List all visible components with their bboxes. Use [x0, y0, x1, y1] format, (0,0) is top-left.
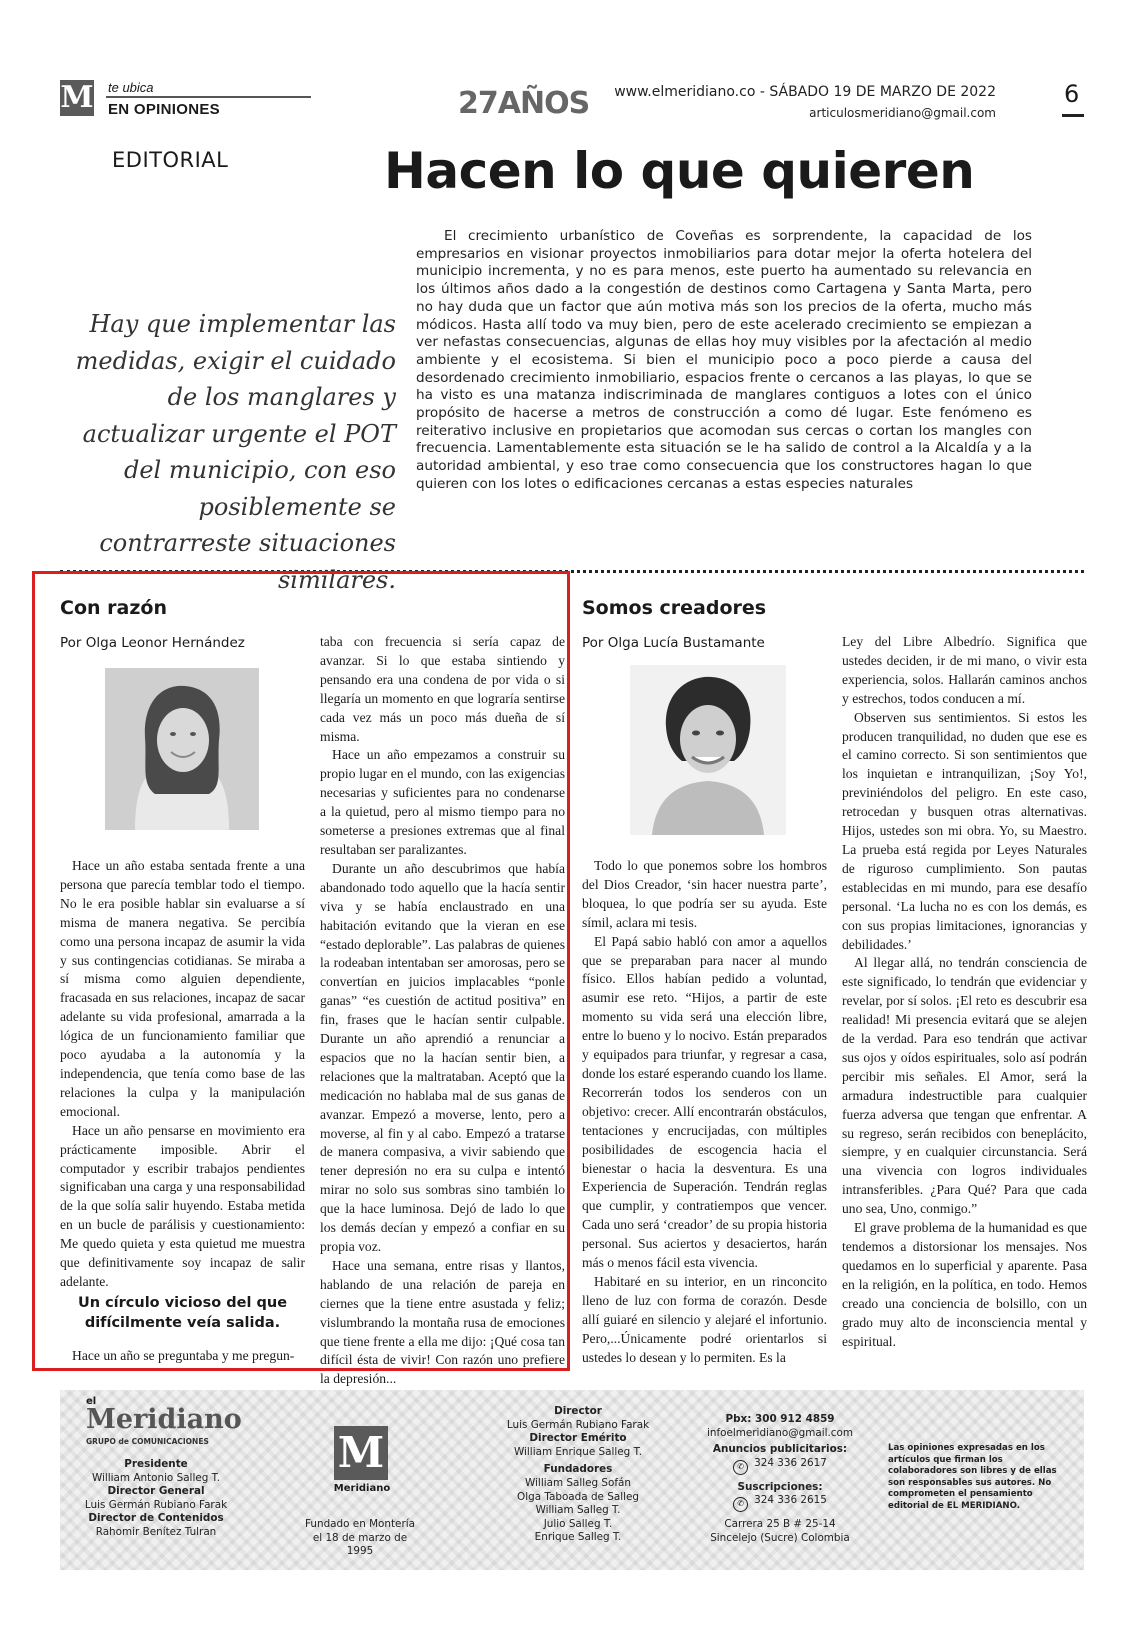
author-portrait-image	[630, 665, 786, 835]
staff-name: William Enrique Salleg T.	[513, 1445, 642, 1458]
whatsapp-icon: ✆	[733, 1460, 748, 1475]
staff-role: Director Emérito	[529, 1432, 627, 1445]
ads-label: Anuncios publicitarios:	[712, 1443, 848, 1456]
footer-brand-group: GRUPO de COMUNICACIONES	[86, 1437, 209, 1446]
article-byline: Por Olga Lucía Bustamante	[582, 635, 765, 651]
city: Sincelejo (Sucre) Colombia	[710, 1531, 850, 1544]
contact-info	[690, 1413, 870, 1546]
article-column	[320, 633, 565, 1389]
staff-name: Rahomir Benítez Tulran	[95, 1525, 217, 1538]
paragraph: Hace un año se preguntaba y me pregun-	[72, 1348, 295, 1363]
article-column	[842, 633, 1087, 1351]
staff-role: Director de Contenidos	[88, 1512, 224, 1525]
ads-phone: 324 336 2617	[754, 1456, 827, 1469]
editorial-body: El crecimiento urbanístico de Coveñas es sorprendente, la capacidad de los empresarios en visionar proyectos inmobiliarios para dotar mejor la oferta hotelera del municipio incrementa, y no es para menos, este puerto ha aumentado su relevancia en los últimos años dado a la congestión de destinos como Cartagena y Santa Marta, pero no hay duda que un factor que aún motiva más son los precios de la oferta, mucho más módicos. Hasta allí todo va muy bien, pero de este acelerado crecimiento se empiezan a ver nefastas consecuencias, algunas de ellas hoy muy visibles por la afectación al medio ambiente y el ecosistema. Si bien el municipio poco a poco pierde a causa del desordenado crecimiento inmobiliario, espacios frente o cercanos a las playas, lo que se ha visto es una matanza indiscriminada de manglares contiguos a lotes con el único propósito de hacerse a metros de construcción a como dé lugar. Este fenómeno es reiterativo inclusive en propietarios que acomodan sus cercas o cortan los mangles con frecuencia. Lamentablemente esta situación se le ha salido de control a la Alcaldía y a la autoridad ambiental, y eso trae como consecuencia que los constructores hagan lo que quieren con los lotes o edificaciones cercanas a estas especies naturales	[416, 228, 1032, 492]
founded-note: Fundado en Montería el 18 de marzo de 1995	[305, 1518, 415, 1558]
paragraph: Hace una semana, entre risas y llantos, hablando de una relación de pareja en ciernes que la tiene entre asustada y feliz; vislumbrando la montaña rusa de emociones que tiene frente a ella me dijo: ¡Qué cosa tan difícil ésta de vivir! Con razón uno prefiere la depresión...	[320, 1257, 565, 1387]
subscriptions-phone: 324 336 2615	[754, 1494, 827, 1507]
article-column	[582, 857, 827, 1367]
paragraph: Ley del Libre Albedrío. Significa que ustedes deciden, ir de mi mano, o vivir esta experiencia, solos. Hallarán caminos anchos y estrechos, todos conducen a mí.	[842, 634, 1087, 706]
contact-email: articulosmeridiano@gmail.com	[809, 106, 996, 120]
founder-name: William Salleg Sofán	[525, 1476, 631, 1489]
address: Carrera 25 B # 25-14	[724, 1518, 836, 1531]
founder-name: Julio Salleg T.	[543, 1517, 613, 1530]
staff-name: William Antonio Salleg T.	[91, 1471, 221, 1484]
pbx-number: Pbx: 300 912 4859	[725, 1413, 835, 1425]
page-number-rule	[1062, 114, 1084, 117]
article-title: Con razón	[60, 597, 167, 619]
paragraph: taba con frecuencia si sería capaz de avanzar. Si lo que estaba sintiendo y pensando era una condena de por vida o si llegaría un momento en que lograría sentirse cada vez más un poco más dueña de sí misma.	[320, 634, 565, 744]
paragraph: Todo lo que ponemos sobre los hombros del Dios Creador, ‘sin hacer nuestra parte’, bloquea, lo que podría ser su ayuda. Este símil, aclara mi tesis.	[582, 858, 827, 930]
badge-name: Meridiano	[333, 1483, 391, 1494]
page-number: 6	[1064, 80, 1080, 108]
tagline-small: te ubica	[108, 80, 154, 95]
pull-quote: Hay que implementar las medidas, exigir el cuidado de los manglares y actualizar urgente el POT del municipio, con eso posiblemente se contrarreste situaciones similares.	[75, 310, 396, 594]
staff-name: Luis Germán Rubiano Farak	[84, 1498, 228, 1511]
staff-role: Director	[554, 1405, 602, 1417]
staff-role: Director General	[107, 1485, 205, 1498]
paragraph: Habitaré en su interior, en un rinconcito lleno de luz con forma de corazón. Desde allí guiaré en silencio y alejaré el infortunio. Pero,...Únicamente podré orientarlos si ustedes lo desean y lo permiten. Es la	[582, 1273, 827, 1365]
footer-email: infoelmeridiano@gmail.com	[707, 1426, 853, 1439]
paragraph: El grave problema de la humanidad es que tendemos a distorsionar los mensajes. Nos quedamos en lo superficial y aparente. Pasa en la religión, en la política, en todo. Hemos creado una conciencia de bolsillo, con un grado muy alto de inconsciencia mental y espiritual.	[842, 1220, 1087, 1349]
section-tagline: EN OPINIONES	[108, 101, 220, 118]
subscriptions-label: Suscripciones:	[737, 1480, 823, 1493]
paragraph: Al llegar allá, no tendrán consciencia de este significado, lo tendrán que evidenciar y revelar, por sí solos. ¡El reto es descubrir esa realidad! Mi presencia evitará que se alejen de la verdad. Para eso tendrán que activar sus ojos y oídos espirituales, solo así podrán percibir mis señales. El Amor, será la armadura indestructible para cualquier fuerza adversa que tengan que enfrentar. A su regreso, serán recibidos con beneplácito, siempre, y en cualquier circunstancia. Será una vivencia con logros individuales intransferibles. ¿Para Qué? Para que cada uno sea, Uno, conmigo.”	[842, 955, 1087, 1217]
article-byline: Por Olga Leonor Hernández	[60, 635, 245, 651]
staff-role: Fundadores	[543, 1463, 613, 1476]
whatsapp-icon: ✆	[733, 1497, 748, 1512]
paragraph: Hace un año pensarse en movimiento era prácticamente imposible. Abrir el computador y escribir trabajos pendientes significaban una carga y una responsabilidad de la que solía salir huyendo. Estaba metida en un bucle de parálisis y cuestionamiento: Me quedo quieta y esta quietud me muestra que definitivamente soy incapaz de salir adelante.	[60, 1122, 305, 1289]
paragraph: Observen sus sentimientos. Si estos les producen tranquilidad, no duden que ese es el camino correcto. Si son sentimientos que los inquietan e intranquilizan, ¡Soy Yo!, previniéndolos del peligro. En este caso, retrocedan y busquen otras alternativas. Hijos, ustedes son mi obra. Yo, su Maestro. La prueba está regida por Leyes Naturales de riguroso cumplimiento. Son pautas establecidas en mi mundo, para ese desafío personal. ‘La lucha no es con los demás, es con sus propias limitaciones, ignorancias y debilidades.’	[842, 709, 1087, 952]
article-column	[60, 857, 305, 1292]
author-photo	[105, 668, 259, 830]
staff-list	[76, 1458, 236, 1540]
author-portrait-image	[105, 668, 259, 830]
editorial-headline: Hacen lo que quieren	[384, 142, 975, 200]
footer-brand-prefix: el	[86, 1396, 97, 1407]
paragraph: Hace un año estaba sentada frente a una persona que parecía temblar todo el tiempo. No le era posible hablar sin evaluarse a sí misma de manera negativa. Se percibía como una persona incapaz de asumir la vida y sus contingencias cotidianas. Se miraba a sí misma como alguien dependiente, fracasada en sus relaciones, incapaz de sacar adelante su vida profesional, amarrada a la lógica de un funcionamiento familiar que poco ayudaba a la autonomía y la independencia, que tenía como base de las relaciones la culpa y la manipulación emocional.	[60, 858, 305, 1119]
staff-name: Luis Germán Rubiano Farak	[506, 1418, 650, 1431]
editorial-label: EDITORIAL	[112, 148, 229, 172]
tagline-rule	[106, 96, 311, 98]
meridiano-logo: M	[60, 80, 94, 115]
paragraph: El Papá sabio habló con amor a aquellos que se preparaban para nacer al mundo físico. Ellos habían pedido a voluntad, asumir ese reto. “Hijos, a partir de este momento su vida será una elección libre, entre lo bueno y lo nocivo. Están preparados y equipados para triunfar, y regresar a casa, donde los estaré esperando cuando los llame. Recorrerán todos los senderos con un objetivo: crecer. Allí encontrarán obstáculos, tentaciones y encrucijadas, con múltiples posibilidades de escogencia hacia el bienestar o hacia la desventura. Es una Experiencia de Superación. Tendrán reglas que cumplir, y contratiempos que vencer. Cada uno será ‘creador’ de su propia historia personal. Sus aciertos y desaciertos, harán más o menos fácil esta vivencia.	[582, 933, 827, 1271]
article-subhead: Un círculo vicioso del que difícilmente veía salida.	[77, 1295, 288, 1331]
paragraph: Hace un año empezamos a construir su propio lugar en el mundo, con las exigencias necesarias y suficientes para no condenarse a la quietud, pero al mismo tiempo para no someterse a presiones extremas que al final resultaban ser paralizantes.	[320, 747, 565, 857]
article-column-end	[60, 1347, 305, 1366]
footer-brand-logo: Meridiano	[86, 1404, 242, 1435]
author-photo	[630, 665, 786, 835]
dateline: www.elmeridiano.co - SÁBADO 19 DE MARZO DE 2022	[614, 84, 996, 100]
meridiano-badge-logo: M	[334, 1426, 388, 1480]
directors-list	[478, 1405, 678, 1545]
opinion-disclaimer: Las opiniones expresadas en los artículos que firman los colaboradores son libres y de ellas son responsables sus autores. No comprometen el pensamiento editorial de EL MERIDIANO.	[888, 1443, 1057, 1511]
paragraph: Durante un año descubrimos que había abandonado todo aquello que la hacía sentir viva y se había enclaustrado en una habitación evitando que la vieran en ese “estado deplorable”. Las palabras de quienes la rodeaban intentaban ser amorosas, pero se convertían en juicios implacables “ponle ganas” “es cuestión de actitud positiva” en fin, frases que le hacían sentir culpable. Durante un año aprendió a renunciar a espacios que no la hacían sentir bien, a relaciones que la maltrataban. Aceptó que la medicación no hablaba mal de sus ganas de avanzar. Empezó a moverse, lento, pero a moverse, al fin y al cabo. Empezó a tratarse de manera compasiva, a vivir sabiendo que tener depresión no era su culpa e intentó mirar no solo sus sombras sino también lo que la hace luminosa. Dejó de lado lo que los demás decían y empezó a confiar en su propia voz.	[320, 860, 565, 1254]
article-title: Somos creadores	[582, 597, 767, 619]
anniversary-logo: 27AÑOS	[458, 86, 590, 121]
founder-name: Enrique Salleg T.	[534, 1531, 622, 1544]
founder-name: Olga Taboada de Salleg	[517, 1490, 639, 1503]
founder-name: William Salleg T.	[535, 1504, 621, 1517]
staff-role: Presidente	[124, 1458, 188, 1470]
